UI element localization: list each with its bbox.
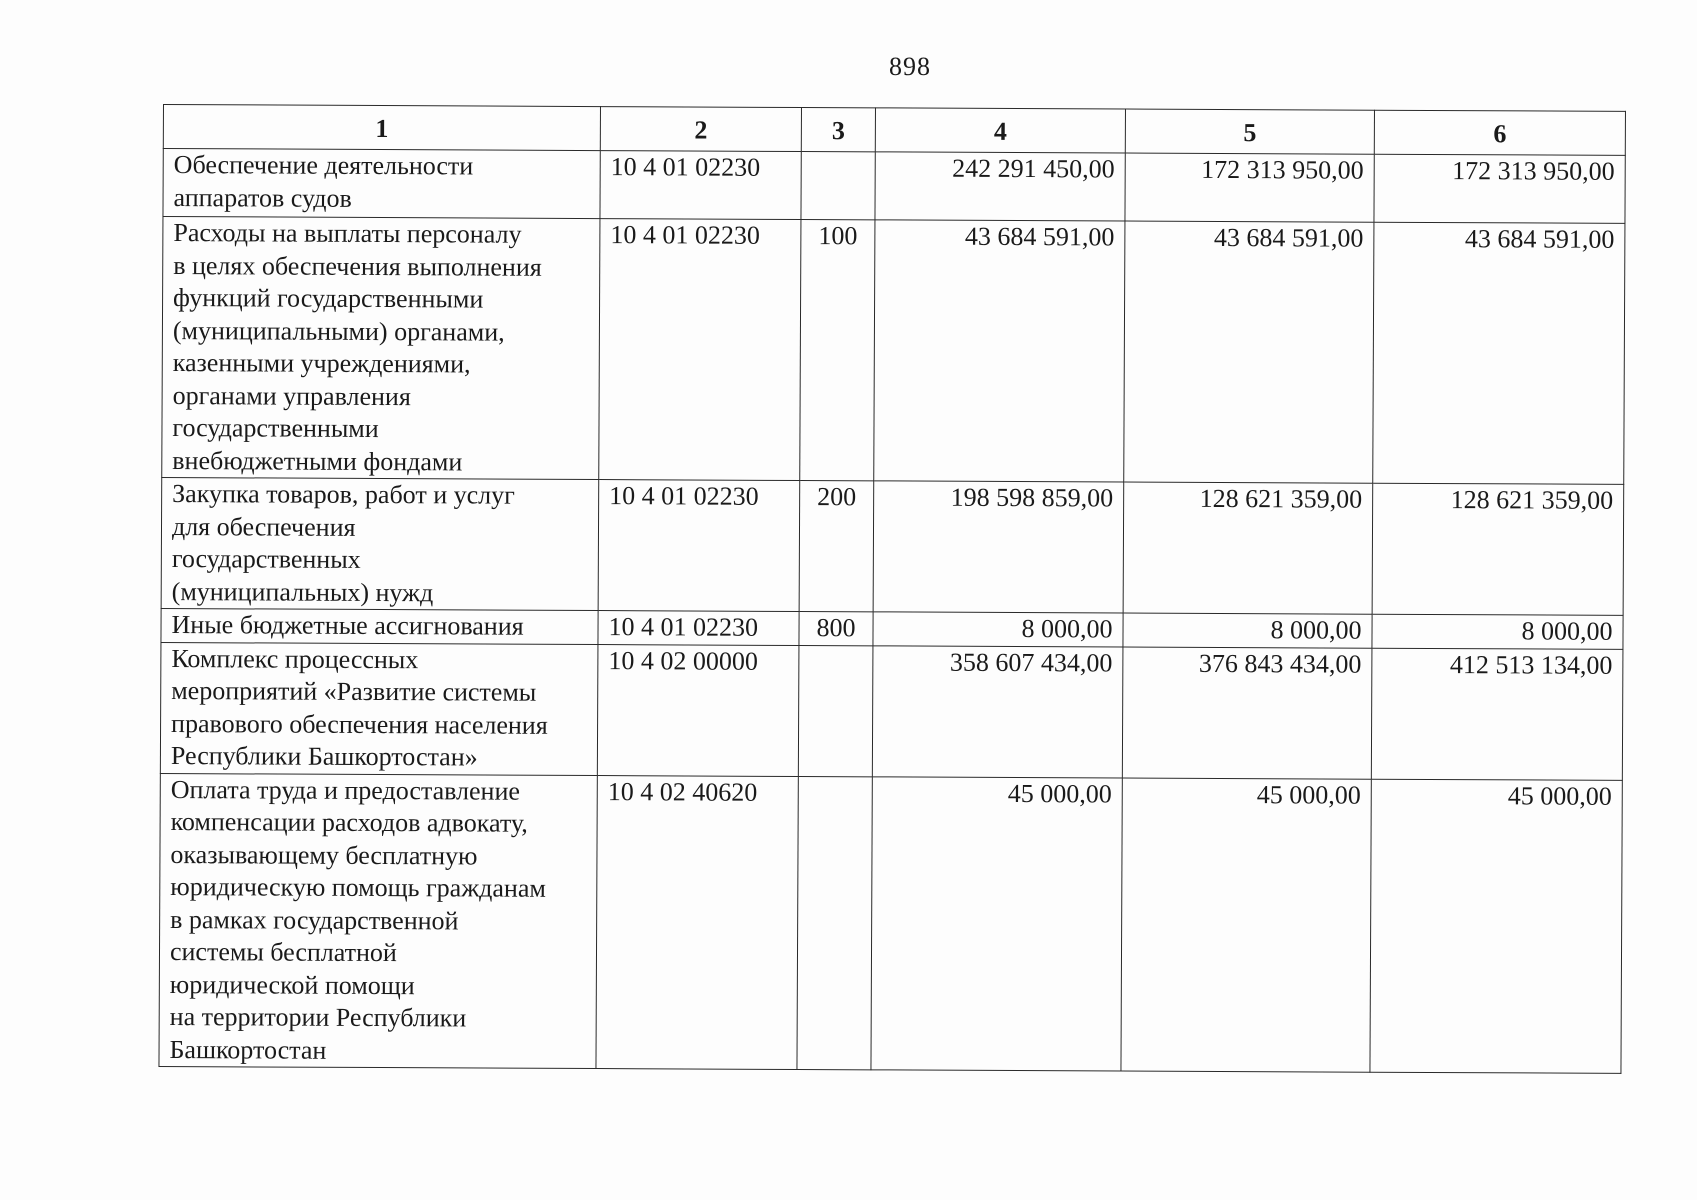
amount-cell: 128 621 359,00 xyxy=(1123,482,1373,614)
target-article-code: 10 4 02 00000 xyxy=(597,644,799,776)
page-number: 898 xyxy=(889,52,931,81)
expense-type-code xyxy=(798,645,873,776)
expense-name-line: (муниципальными) органами, xyxy=(172,315,505,347)
target-article-code: 10 4 01 02230 xyxy=(600,151,801,220)
expense-name-cell xyxy=(161,477,599,610)
expense-name-cell xyxy=(163,149,600,219)
amount-cell: 43 684 591,00 xyxy=(874,220,1125,482)
expense-name-line: юридическую помощь гражданам xyxy=(170,872,546,903)
expense-name-line: оказывающему бесплатную xyxy=(170,839,478,870)
column-header: 2 xyxy=(600,107,801,152)
expense-name-line: для обеспечения xyxy=(171,511,356,542)
amount-cell: 172 313 950,00 xyxy=(1374,154,1625,223)
table-row xyxy=(163,149,1625,224)
amount-cell: 412 513 134,00 xyxy=(1371,648,1623,780)
expense-name-line: в рамках государственной xyxy=(170,904,459,935)
expense-name-cell xyxy=(159,773,597,1069)
table-header-row xyxy=(163,105,1625,156)
amount-cell: 198 598 859,00 xyxy=(873,481,1124,613)
expense-name-line: государственными xyxy=(172,413,379,444)
column-header: 1 xyxy=(163,105,600,151)
column-header: 4 xyxy=(875,108,1125,153)
expense-name-line: органами управления xyxy=(172,380,411,411)
target-article-code: 10 4 02 40620 xyxy=(596,775,798,1069)
expense-name-line: правового обеспечения населения xyxy=(171,708,548,740)
expense-name-line: Комплекс процессных xyxy=(171,643,419,674)
amount-cell: 242 291 450,00 xyxy=(875,152,1125,221)
amount-cell: 172 313 950,00 xyxy=(1125,153,1374,222)
table-row xyxy=(160,642,1623,780)
expense-name-line: функций государственными xyxy=(173,283,484,314)
target-article-code: 10 4 01 02230 xyxy=(598,611,799,645)
expense-name-line: Оплата труда и предоставление xyxy=(170,774,521,806)
table-row xyxy=(162,217,1625,485)
amount-cell: 358 607 434,00 xyxy=(872,645,1123,777)
expense-name-line: Обеспечение деятельности xyxy=(173,150,474,181)
expense-name-line: внебюджетными фондами xyxy=(172,445,463,476)
expense-name-cell xyxy=(160,642,598,775)
expense-name-line: юридической помощи xyxy=(169,969,415,1000)
amount-cell: 43 684 591,00 xyxy=(1124,221,1374,483)
amount-cell: 376 843 434,00 xyxy=(1122,647,1372,779)
expense-name-line: Башкортостан xyxy=(169,1034,327,1065)
expense-type-code xyxy=(797,776,872,1070)
column-header: 5 xyxy=(1125,109,1374,154)
expense-type-code: 200 xyxy=(799,481,874,612)
table-row xyxy=(159,773,1622,1073)
column-header: 3 xyxy=(801,108,875,152)
amount-cell: 45 000,00 xyxy=(1370,779,1622,1074)
expense-name-line: Расходы на выплаты персоналу xyxy=(173,218,522,249)
target-article-code: 10 4 01 02230 xyxy=(598,480,800,612)
expense-name-line: Республики Башкортостан» xyxy=(170,741,478,772)
expense-type-code xyxy=(801,152,875,220)
expense-name-line: мероприятий «Развитие системы xyxy=(171,676,537,707)
expense-name-line: Иные бюджетные ассигнования xyxy=(171,610,524,641)
amount-cell: 45 000,00 xyxy=(871,776,1122,1071)
amount-cell: 45 000,00 xyxy=(1121,778,1371,1073)
expense-name-cell xyxy=(162,217,600,480)
table-row xyxy=(161,477,1624,615)
column-header: 6 xyxy=(1374,110,1625,155)
expense-name-line: аппаратов судов xyxy=(173,182,352,213)
expense-name-line: государственных xyxy=(171,544,361,574)
expense-name-line: казенными учреждениями, xyxy=(172,348,471,379)
amount-cell: 8 000,00 xyxy=(1123,613,1372,648)
amount-cell: 43 684 591,00 xyxy=(1373,222,1625,484)
target-article-code: 10 4 01 02230 xyxy=(599,219,801,481)
expense-name-line: на территории Республики xyxy=(169,1002,467,1033)
expense-name-line: компенсации расходов адвокату, xyxy=(170,807,528,838)
amount-cell: 8 000,00 xyxy=(873,612,1123,647)
expense-name-line: Закупка товаров, работ и услуг xyxy=(172,479,515,510)
expense-name-cell xyxy=(161,608,598,644)
amount-cell: 8 000,00 xyxy=(1372,614,1623,649)
expense-name-line: в целях обеспечения выполнения xyxy=(173,250,542,282)
expense-name-line: (муниципальных) нужд xyxy=(171,576,434,607)
expense-type-code: 800 xyxy=(799,612,873,646)
expense-type-code: 100 xyxy=(800,220,875,481)
budget-table xyxy=(158,104,1626,1074)
amount-cell: 128 621 359,00 xyxy=(1372,483,1624,615)
expense-name-line: системы бесплатной xyxy=(169,937,397,968)
